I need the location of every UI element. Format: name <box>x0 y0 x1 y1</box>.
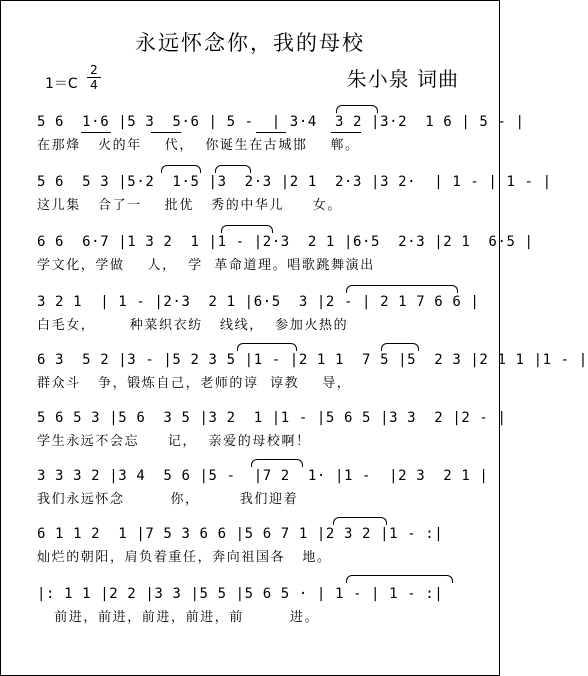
notation-row: 5 6 1·6 |5 3 5·6 | 5 - | 3·4 3 2 |3·2 1 6 | 5 - | <box>37 114 525 130</box>
beam-mark <box>81 132 111 133</box>
slur-mark <box>346 575 453 583</box>
beam-mark <box>151 132 181 133</box>
author-credit: 朱小泉 词曲 <box>346 67 459 91</box>
score-line <box>37 585 467 627</box>
notation-row: 3 2 1 | 1 - |2·3 2 1 |6·5 3 |2 - | 2 1 7 6 6 | <box>37 294 480 310</box>
lyric-row: 群众斗 争，锻炼自己，老师的谆 谆教 导， <box>37 376 352 391</box>
key-signature: 1＝C <box>45 76 78 92</box>
meter-bottom: 4 <box>90 78 98 92</box>
score-line <box>37 525 467 567</box>
notation-row: 6 3 5 2 |3 - |5 2 3 5 |1 - |2 1 1 7 5 |5 2 3 |2 1 1 |1 - | <box>37 352 588 368</box>
score-line <box>37 409 507 451</box>
lyric-row: 学生永远不会忘 记， 亲爱的母校啊！ <box>37 434 311 449</box>
lyric-row: 学文化，学做 人， 学 革命道理。唱歌跳舞演出 <box>37 258 375 273</box>
song-title: 永远怀念你，我的母校 <box>135 31 365 55</box>
notation-row: 3 3 3 2 |3 4 5 6 |5 - |7 2 1· |1 - |2 3 2 1 | <box>37 468 489 484</box>
score-line <box>37 173 552 215</box>
score-line <box>37 351 588 393</box>
notation-row: |: 1 1 |2 2 |3 3 |5 5 |5 6 5 · | 1 - | 1 - :| <box>37 585 467 603</box>
lyric-row: 前进，前进，前进，前进，前 进。 <box>37 610 320 625</box>
lyric-row: 白毛女， 种菜织衣纺 线线， 参加火热的 <box>37 318 349 333</box>
slur-mark <box>221 225 273 233</box>
beam-mark <box>256 132 286 133</box>
slur-mark <box>251 459 303 467</box>
slur-mark <box>237 343 297 351</box>
slur-mark <box>161 165 201 173</box>
score-line <box>37 467 489 509</box>
lyric-row: 我们永远怀念 你， 我们迎着 <box>37 492 299 507</box>
slur-mark <box>336 105 378 113</box>
slur-mark <box>333 517 387 525</box>
time-signature <box>87 63 101 92</box>
beam-mark <box>331 132 361 133</box>
notation-row: 6 6 6·7 |1 3 2 1 |1 - |2·3 2 1 |6·5 2·3 |2 1 6·5 | <box>37 234 534 250</box>
lyric-row: 在那烽 火的年 代， 你诞生在古城邯 郸。 <box>37 138 360 153</box>
notation-row: 5 6 5 3 |5·2 1·5 |3 2·3 |2 1 2·3 |3 2· | 1 - | 1 - | <box>37 174 552 190</box>
score-line <box>37 113 525 155</box>
slur-mark <box>346 285 458 293</box>
score-line <box>37 293 480 335</box>
slur-mark <box>215 165 251 173</box>
slur-mark <box>381 343 419 351</box>
notation-row: 5 6 5 3 |5 6 3 5 |3 2 1 |1 - |5 6 5 |3 3 2 |2 - | <box>37 410 507 426</box>
lyric-row: 灿烂的朝阳，肩负着重任，奔向祖国各 地。 <box>37 550 332 565</box>
score-line <box>37 233 534 275</box>
notation-row: 6 1 1 2 1 |7 5 3 6 6 |5 6 7 1 |2 3 2 |1 - :| <box>37 525 467 543</box>
meter-top: 2 <box>90 63 98 77</box>
lyric-row: 这儿集 合了一 批优 秀的中华儿 女。 <box>37 198 342 213</box>
